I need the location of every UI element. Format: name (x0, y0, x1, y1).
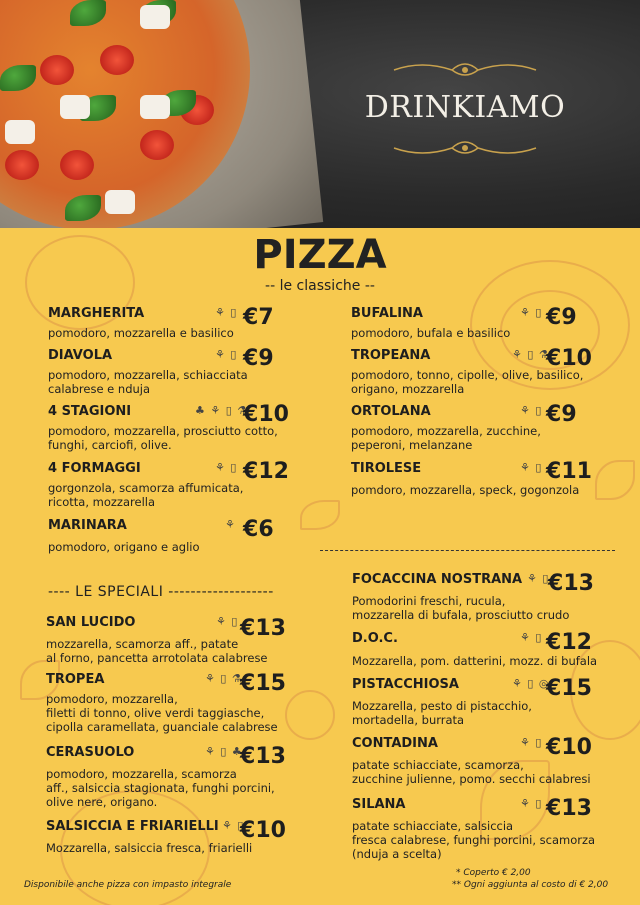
item-name: MARGHERITA (48, 306, 145, 321)
item-description: pomodoro, mozzarella, scamorza (46, 767, 237, 781)
item-price: €10 (243, 402, 289, 427)
footer-note-integrale: Disponibile anche pizza con impasto integrale (24, 880, 232, 890)
item-price: €13 (240, 744, 286, 769)
item-name: TIROLESE (351, 461, 422, 476)
item-price: €7 (243, 305, 274, 330)
item-description: gorgonzola, scamorza affumicata, (48, 481, 244, 495)
menu-title: PIZZA (253, 232, 387, 278)
item-name: TROPEA (46, 672, 105, 687)
item-price: €6 (243, 517, 274, 542)
footer-note-aggiunta: ** Ogni aggiunta al costo di € 2,00 (452, 880, 609, 890)
item-description: ricotta, mozzarella (48, 495, 156, 509)
item-description: Mozzarella, pom. datterini, mozz. di bufala (352, 654, 598, 668)
item-name: MARINARA (48, 518, 127, 533)
tomato-topping (140, 130, 174, 160)
item-description: zucchine julienne, pomo. secchi calabresi (352, 772, 591, 786)
item-description: Mozzarella, salsiccia fresca, friarielli (46, 841, 253, 855)
menu-item (48, 518, 318, 554)
bottom-flourish-ornament (392, 136, 538, 160)
item-description: patate schiacciate, salsiccia (352, 819, 514, 833)
item-description: patate schiacciate, scamorza, (352, 758, 524, 772)
item-name: BUFALINA (351, 306, 423, 321)
item-price: €10 (546, 735, 592, 760)
ingredient-icons: ⚘ ▯ (520, 797, 543, 810)
item-price: €10 (546, 346, 592, 371)
ingredient-icons: ♣ ⚘ ▯ ⚗ (195, 404, 249, 417)
item-name: DIAVOLA (48, 348, 113, 363)
ingredient-icons: ⚘ ▯ ◎ (512, 677, 550, 690)
item-description: calabrese e nduja (48, 382, 151, 396)
item-price: €9 (546, 402, 577, 427)
item-price: €9 (546, 305, 577, 330)
item-description: pomodoro, mozzarella e basilico (48, 326, 234, 340)
item-description: pomodoro, mozzarella, (46, 692, 178, 706)
ingredient-icons: ⚘ ▯ ⚗ (205, 672, 243, 685)
item-description: Pomodorini freschi, rucula, (352, 594, 506, 608)
menu-item (351, 306, 621, 340)
ingredient-icons: ⚘ ▯ (520, 404, 543, 417)
item-description: pomdoro, mozzarella, speck, gogonzola (351, 483, 580, 497)
ingredient-icons: ⚘ ▯ (216, 615, 239, 628)
ingredient-icons: ⚘ ▯ (215, 348, 238, 361)
item-name: CONTADINA (352, 736, 438, 751)
section-divider (320, 550, 615, 551)
item-name: SAN LUCIDO (46, 615, 136, 630)
item-description: pomodoro, mozzarella, schiacciata (48, 368, 248, 382)
ingredient-icons: ⚘ ▯ (215, 461, 238, 474)
mozzarella-topping (140, 5, 170, 29)
item-description: aff., salsiccia stagionata, funghi porcini, (46, 781, 275, 795)
item-description: fresca calabrese, funghi porcini, scamorza (352, 833, 596, 847)
item-description: mortadella, burrata (352, 713, 465, 727)
ingredient-icons: ⚘ ▯ (520, 306, 543, 319)
item-price: €12 (546, 630, 592, 655)
ingredient-icons: ⚘ (225, 518, 236, 531)
menu-item (351, 404, 621, 452)
item-price: €13 (546, 796, 592, 821)
item-name: SILANA (352, 797, 406, 812)
ingredient-icons: ⚘ ▯ ⚗ (512, 348, 550, 361)
item-description: pomodoro, mozzarella, prosciutto cotto, (48, 424, 278, 438)
item-description: cipolla caramellata, guanciale calabrese (46, 720, 278, 734)
menu-item (352, 797, 637, 861)
tomato-topping (5, 150, 39, 180)
item-price: €11 (546, 459, 592, 484)
item-name: SALSICCIA E FRIARIELLI (46, 819, 219, 834)
item-price: €12 (243, 459, 289, 484)
ingredient-icons: ⚘ ▯ (215, 306, 238, 319)
menu-subtitle: -- le classiche -- (265, 278, 375, 294)
ingredient-icons: ⚘ ▯ (520, 461, 543, 474)
item-name: 4 STAGIONI (48, 404, 132, 419)
item-description: peperoni, melanzane (351, 438, 473, 452)
ingredient-icons: ⚘ ▯ (222, 819, 245, 832)
footer-note-coperto: * Coperto € 2,00 (456, 868, 531, 878)
item-price: €10 (240, 818, 286, 843)
menu-item (48, 348, 318, 396)
item-price: €15 (240, 671, 286, 696)
item-name: ORTOLANA (351, 404, 431, 419)
item-price: €13 (240, 616, 286, 641)
item-name: CERASUOLO (46, 745, 135, 760)
ingredient-icons: ⚘ ▯ (520, 736, 543, 749)
item-name: PISTACCHIOSA (352, 677, 459, 692)
top-flourish-ornament (392, 58, 538, 82)
brand-name: DRINKIAMO (364, 90, 566, 125)
item-description: pomodoro, bufala e basilico (351, 326, 511, 340)
mozzarella-topping (5, 120, 35, 144)
tomato-topping (40, 55, 74, 85)
item-price: €9 (243, 346, 274, 371)
item-description: pomodoro, origano e aglio (48, 540, 200, 554)
ingredient-icons: ⚘ ▯ ♣ (205, 745, 243, 758)
item-name: 4 FORMAGGI (48, 461, 141, 476)
tomato-topping (60, 150, 94, 180)
section-heading-speciali: ---- LE SPECIALI ------------------- (48, 584, 274, 600)
item-name: TROPEANA (351, 348, 431, 363)
header-banner (0, 0, 640, 228)
mozzarella-topping (140, 95, 170, 119)
item-price: €13 (548, 571, 594, 596)
item-description: Mozzarella, pesto di pistacchio, (352, 699, 532, 713)
item-description: origano, mozzarella (351, 382, 465, 396)
tomato-topping (100, 45, 134, 75)
item-name: FOCACCINA NOSTRANA (352, 572, 523, 587)
item-description: mozzarella di bufala, prosciutto crudo (352, 608, 570, 622)
item-description: funghi, carciofi, olive. (48, 438, 172, 452)
item-description: pomodoro, mozzarella, zucchine, (351, 424, 541, 438)
menu-item (352, 736, 637, 786)
item-description: filetti di tonno, olive verdi taggiasche, (46, 706, 265, 720)
item-description: mozzarella, scamorza aff., patate (46, 637, 239, 651)
mozzarella-topping (60, 95, 90, 119)
item-description: olive nere, origano. (46, 795, 158, 809)
item-description: al forno, pancetta arrotolata calabrese (46, 651, 268, 665)
item-name: D.O.C. (352, 631, 398, 646)
ingredient-icons: ⚘ ▯ (520, 631, 543, 644)
ingredient-icons: ⚘ ▯ (527, 572, 550, 585)
menu-item (48, 306, 318, 340)
item-price: €15 (546, 676, 592, 701)
mozzarella-topping (105, 190, 135, 214)
item-description: (nduja a scelta) (352, 847, 442, 861)
item-description: pomodoro, tonno, cipolle, olive, basilico, (351, 368, 584, 382)
